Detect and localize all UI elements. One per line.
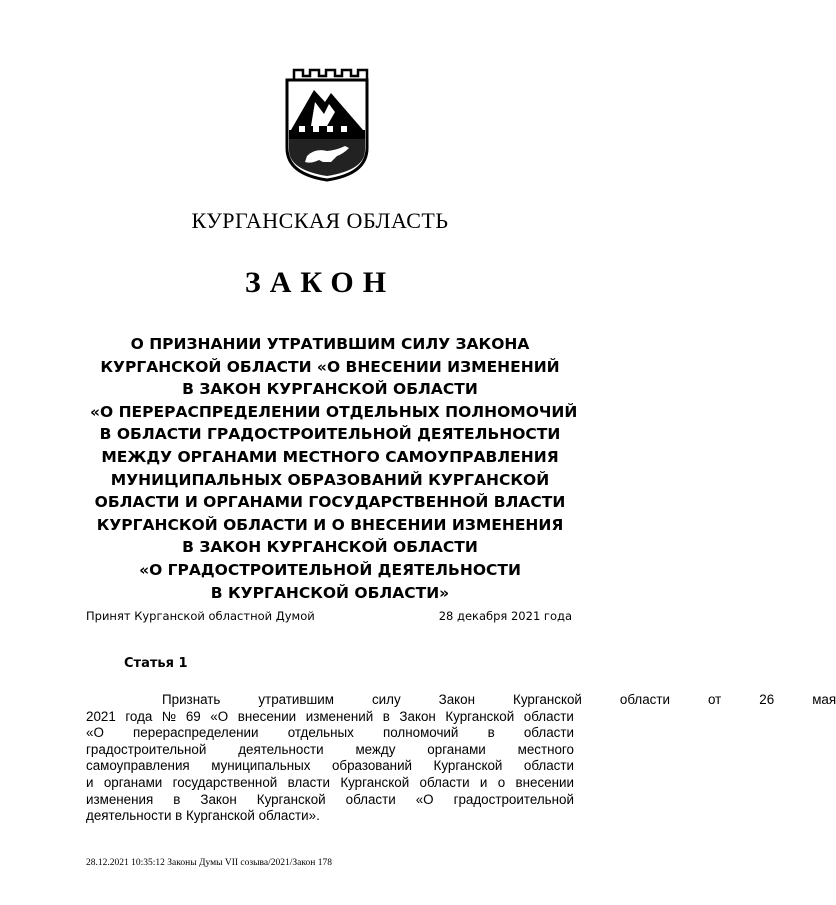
body-word: внесении (237, 708, 297, 724)
body-word: муниципальных (211, 758, 311, 774)
body-word: Закон (399, 708, 436, 724)
body-word: градостроительной (453, 791, 574, 807)
body-word: мая (812, 692, 836, 707)
coat-of-arms-emblem (279, 68, 373, 184)
body-word: между (355, 741, 396, 757)
law-title (90, 333, 578, 604)
body-word: силу (371, 692, 401, 707)
body-word: «О (415, 791, 434, 807)
body-word: в (382, 708, 390, 724)
title-line: МЕЖДУ ОРГАНАМИ МЕСТНОГО САМОУПРАВЛЕНИЯ (101, 447, 559, 466)
body-word: и (86, 774, 94, 790)
body-word: о (497, 774, 506, 790)
body-word: и (479, 774, 488, 790)
body-word: органами (103, 774, 163, 790)
body-line (86, 792, 574, 809)
title-line: В ОБЛАСТИ ГРАДОСТРОИТЕЛЬНОЙ ДЕЯТЕЛЬНОСТИ (99, 425, 561, 444)
body-word: самоуправления (86, 758, 190, 774)
title-line: В ЗАКОН КУРГАНСКОЙ ОБЛАСТИ (182, 380, 478, 399)
footer-stamp: 28.12.2021 10:35:12 Законы Думы VII созыва/2021/Закон 178 (86, 858, 332, 868)
document-type: ЗАКОН (244, 266, 396, 299)
body-line (86, 692, 836, 709)
article-heading: Статья 1 (124, 656, 188, 671)
article-body (86, 692, 836, 825)
title-line: МУНИЦИПАЛЬНЫХ ОБРАЗОВАНИЙ КУРГАНСКОЙ (110, 470, 550, 489)
body-word: образований (331, 758, 413, 774)
body-word: утратившим (258, 692, 334, 707)
body-word: внесении (515, 774, 574, 790)
body-word: области (619, 692, 670, 707)
body-word: года (125, 708, 153, 724)
body-word: от (707, 692, 722, 707)
body-word: области (345, 791, 396, 807)
adoption-line (86, 609, 572, 623)
title-line: О ПРИЗНАНИИ УТРАТИВШИМ СИЛУ ЗАКОНА (130, 335, 530, 353)
body-word: Курганской (433, 758, 503, 774)
body-word: перераспределении (133, 725, 259, 741)
body-line (86, 709, 574, 726)
title-line: В КУРГАНСКОЙ ОБЛАСТИ» (210, 583, 450, 602)
body-word: области (523, 758, 574, 774)
adoption-date: 28 декабря 2021 года (438, 609, 572, 623)
body-word: области (523, 725, 574, 741)
body-word: органами (427, 741, 486, 757)
region-name: КУРГАНСКАЯ ОБЛАСТЬ (191, 208, 449, 233)
body-word: «О (210, 708, 229, 724)
body-word: изменения (86, 791, 154, 807)
body-word: местного (517, 741, 574, 757)
body-word: Курганской (256, 791, 326, 807)
title-line: ОБЛАСТИ И ОРГАНАМИ ГОСУДАРСТВЕННОЙ ВЛАСТИ (94, 493, 566, 512)
body-word: Курганской (340, 774, 410, 790)
body-word: Закон (438, 692, 476, 707)
title-line: «О ГРАДОСТРОИТЕЛЬНОЙ ДЕЯТЕЛЬНОСТИ (139, 560, 521, 579)
body-word: Закон (200, 791, 237, 807)
body-line (86, 758, 574, 775)
body-word: отдельных (287, 725, 354, 741)
body-word: области (523, 708, 574, 724)
title-line: «О ПЕРЕРАСПРЕДЕЛЕНИИ ОТДЕЛЬНЫХ ПОЛНОМОЧИЙ (90, 402, 578, 421)
body-word: власти (287, 774, 330, 790)
body-word: государственной (172, 774, 278, 790)
body-word: градостроительной (86, 741, 207, 757)
body-word: Курганской (513, 692, 582, 707)
body-word: в (173, 791, 181, 807)
body-word: полномочий (383, 725, 459, 741)
body-line (86, 775, 574, 792)
body-word: Признать (162, 692, 221, 707)
body-word: № (161, 708, 177, 724)
title-line: КУРГАНСКОЙ ОБЛАСТИ «О ВНЕСЕНИИ ИЗМЕНЕНИЙ (100, 357, 560, 376)
body-word: деятельности (238, 741, 324, 757)
body-word: 69 (185, 708, 201, 724)
body-word: Курганской (445, 708, 515, 724)
title-line: КУРГАНСКОЙ ОБЛАСТИ И О ВНЕСЕНИИ ИЗМЕНЕНИЯ (96, 515, 564, 534)
adopted-by: Принят Курганской областной Думой (86, 609, 315, 623)
title-line: В ЗАКОН КУРГАНСКОЙ ОБЛАСТИ (182, 538, 478, 557)
body-word: в (487, 725, 495, 741)
body-word: «О (86, 725, 104, 741)
body-word: изменений (305, 708, 374, 724)
body-word: 2021 (86, 708, 116, 724)
body-word: 26 (759, 692, 775, 707)
body-line (86, 742, 574, 759)
body-line: деятельности в Курганской области». (86, 808, 320, 824)
body-line (86, 725, 574, 742)
body-word: области (419, 774, 470, 790)
